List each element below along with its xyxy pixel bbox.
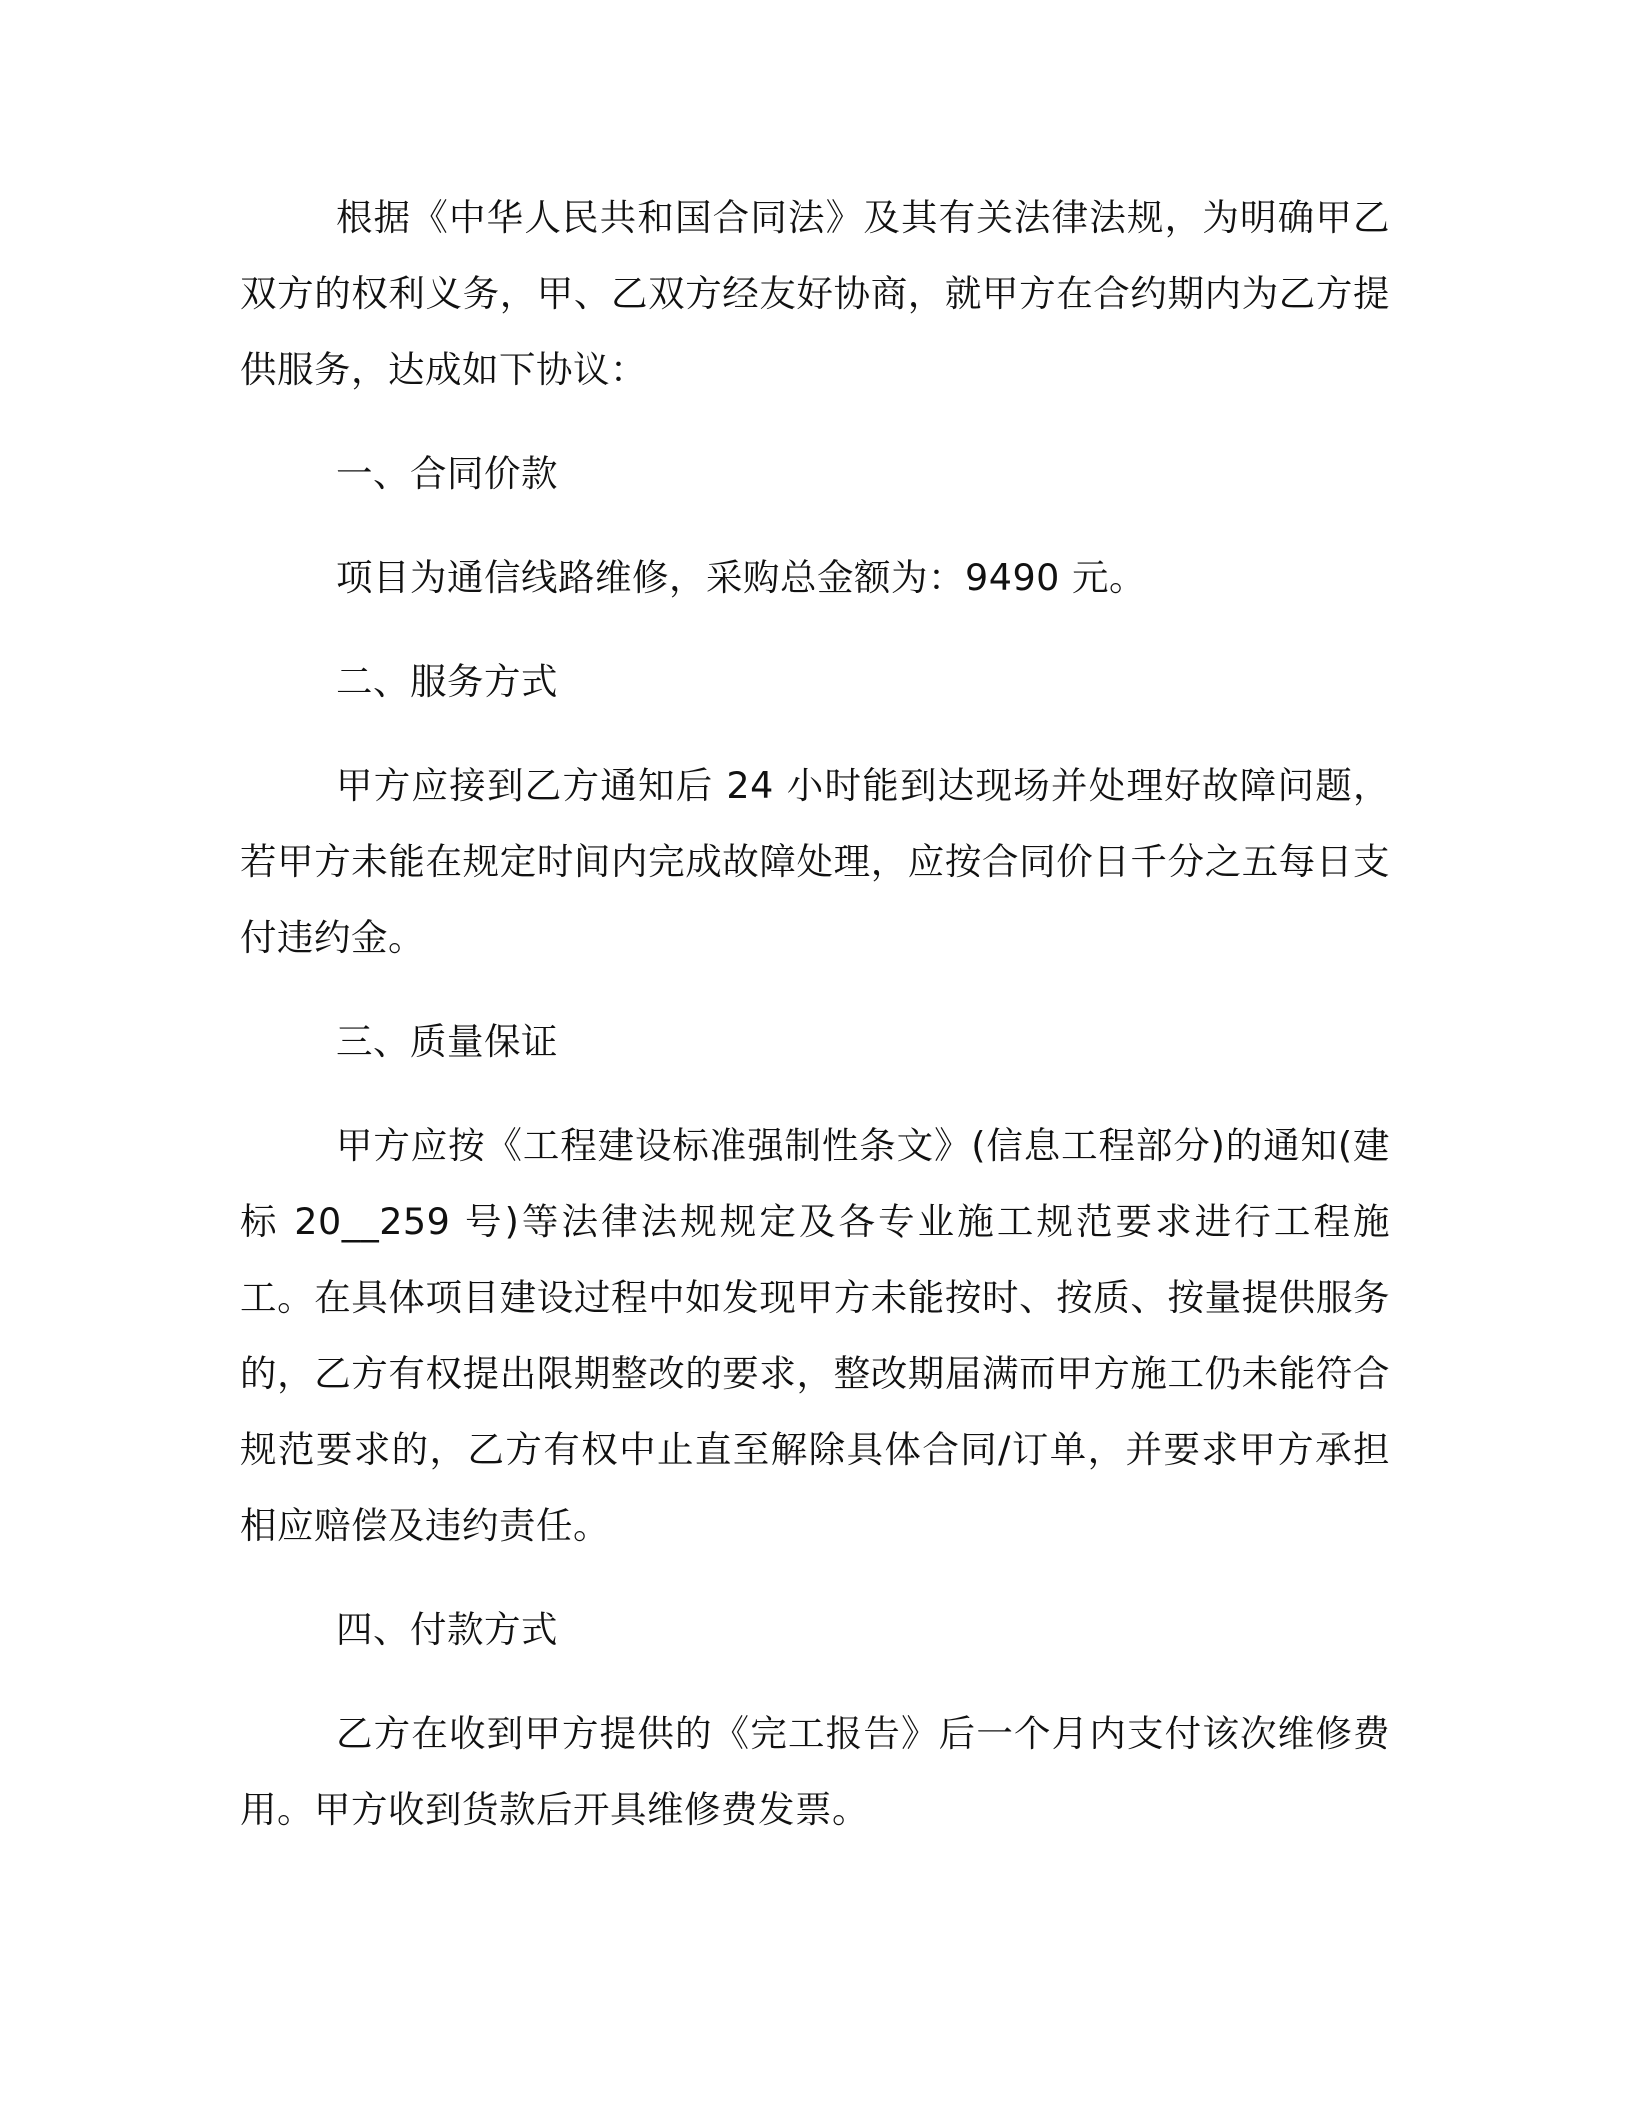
section-body-service: 甲方应接到乙方通知后 24 小时能到达现场并处理好故障问题，若甲方未能在规定时间内完成故障处理，应按合同价日千分之五每日支付违约金。 bbox=[240, 764, 1390, 959]
contract-page bbox=[240, 180, 1390, 1848]
section-body-payment: 乙方在收到甲方提供的《完工报告》后一个月内支付该次维修费用。甲方收到货款后开具维修费发票。 bbox=[240, 1712, 1390, 1831]
section-heading-quality: 三、质量保证 bbox=[336, 1020, 558, 1063]
section-body-price: 项目为通信线路维修，采购总金额为：9490 元。 bbox=[336, 556, 1146, 599]
section-body-quality: 甲方应按《工程建设标准强制性条文》(信息工程部分)的通知(建标 20__259 号)等法律法规规定及各专业施工规范要求进行工程施工。在具体项目建设过程中如发现甲方未能按时、按质、按量提供服务的，乙方有权提出限期整改的要求，整改期届满而甲方施工仍未能符合规范要求的，乙方有权中止直至解除具体合同/订单，并要求甲方承担相应赔偿及违约责任。 bbox=[240, 1124, 1390, 1547]
intro-paragraph: 根据《中华人民共和国合同法》及其有关法律法规，为明确甲乙双方的权利义务，甲、乙双方经友好协商，就甲方在合约期内为乙方提供服务，达成如下协议： bbox=[240, 196, 1390, 391]
section-heading-price: 一、合同价款 bbox=[336, 452, 558, 495]
section-heading-service: 二、服务方式 bbox=[336, 660, 558, 703]
section-heading-payment: 四、付款方式 bbox=[336, 1608, 558, 1651]
